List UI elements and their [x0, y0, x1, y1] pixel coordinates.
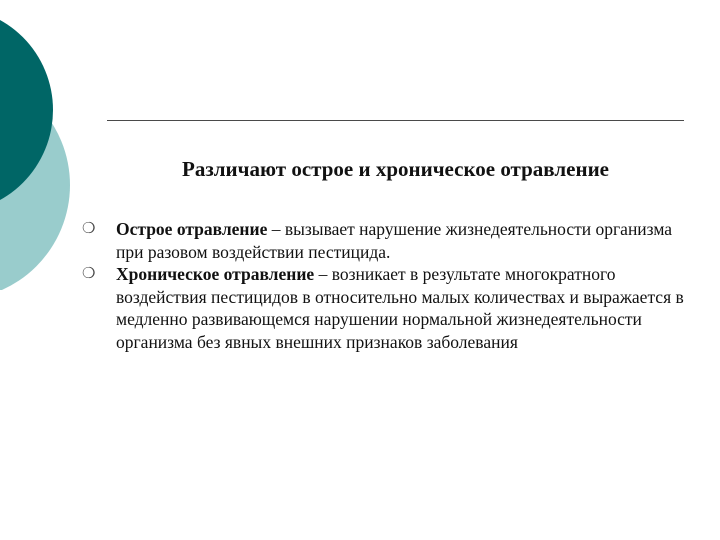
bullet-circle-icon: ❍ — [82, 221, 96, 237]
definition-acute: – вызывает нарушение жизнедеятельности организма при разовом воздействии пестицида. — [116, 219, 673, 262]
term-acute: Острое отравление — [116, 219, 268, 239]
term-chronic: Хроническое отравление — [116, 264, 315, 284]
bullet-acute-poisoning — [82, 218, 692, 263]
bullet-circle-icon: ❍ — [82, 266, 96, 282]
title-divider — [107, 120, 684, 121]
bullet-list — [82, 218, 692, 353]
slide-title: Различают острое и хроническое отравление — [182, 157, 609, 181]
bullet-chronic-poisoning — [82, 263, 692, 353]
definition-chronic: – возникает в результате многократного воздействия пестицидов в относительно малых количествах и выражается в медленно развивающемся нарушении нормальной жизнедеятельности организма без явных внешних признаков заболевания — [116, 264, 684, 352]
decorative-circles — [0, 0, 90, 290]
